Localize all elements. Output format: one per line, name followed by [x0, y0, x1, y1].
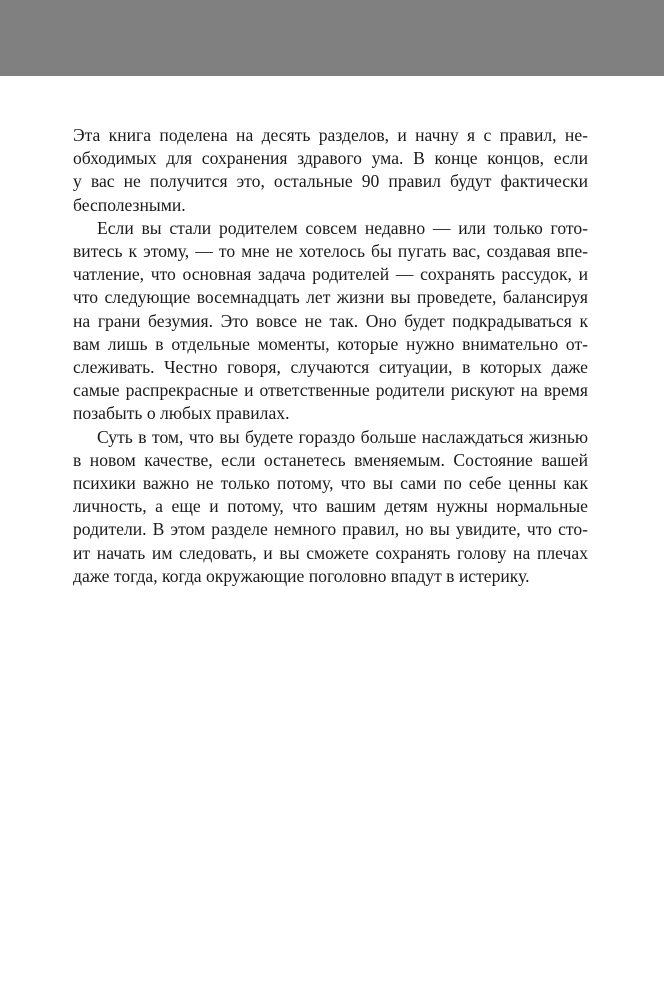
- text-line: вам лишь в отдельные моменты, которые нужно внимательно от-: [73, 333, 588, 354]
- text-line: что следующие восемнадцать лет жизни вы проведете, балансируя: [73, 287, 588, 308]
- text-line: Суть в том, что вы будете гораздо больше наслаждаться жизнью: [97, 426, 588, 447]
- text-line: психики важно не только потому, что вы сами по себе ценны как: [73, 473, 588, 494]
- text-line: на грани безумия. Это вовсе не так. Оно будет подкрадываться к: [73, 310, 588, 331]
- text-line: Эта книга поделена на десять разделов, и начну я с правил, не-: [73, 125, 588, 145]
- text-line: Если вы стали родителем совсем недавно — или только гото-: [97, 217, 588, 238]
- text-line: у вас не получится это, остальные 90 правил будут фактически: [73, 171, 588, 192]
- text-line: ит начать им следовать, и вы сможете сохранять голову на плечах: [73, 542, 588, 563]
- body-text: [73, 124, 588, 588]
- text-line: слеживать. Честно говоря, случаются ситуации, в которых даже: [73, 357, 588, 378]
- text-line: обходимых для сохранения здравого ума. В конце концов, если: [73, 148, 588, 169]
- text-line: чатление, что основная задача родителей — сохранять рассудок, и: [73, 264, 588, 285]
- text-line: в новом качестве, если останетесь вменяемым. Состояние вашей: [73, 449, 588, 470]
- text-line: бесполезными.: [73, 194, 186, 215]
- text-line: родители. В этом разделе немного правил, но вы увидите, что сто-: [73, 519, 588, 540]
- text-line: личность, а еще и потому, что вашим детям нужны нормальные: [73, 496, 588, 517]
- header-band: [0, 0, 664, 76]
- paragraph-1: [73, 124, 588, 217]
- paragraph-2: [73, 217, 588, 426]
- text-line: самые распрекрасные и ответственные родители рискуют на время: [73, 380, 588, 401]
- text-line: позабыть о любых правилах.: [73, 403, 290, 424]
- text-line: даже тогда, когда окружающие поголовно впадут в истерику.: [73, 565, 530, 586]
- paragraph-3: [73, 426, 588, 588]
- text-line: витесь к этому, — то мне не хотелось бы пугать вас, создавая впе-: [73, 241, 588, 262]
